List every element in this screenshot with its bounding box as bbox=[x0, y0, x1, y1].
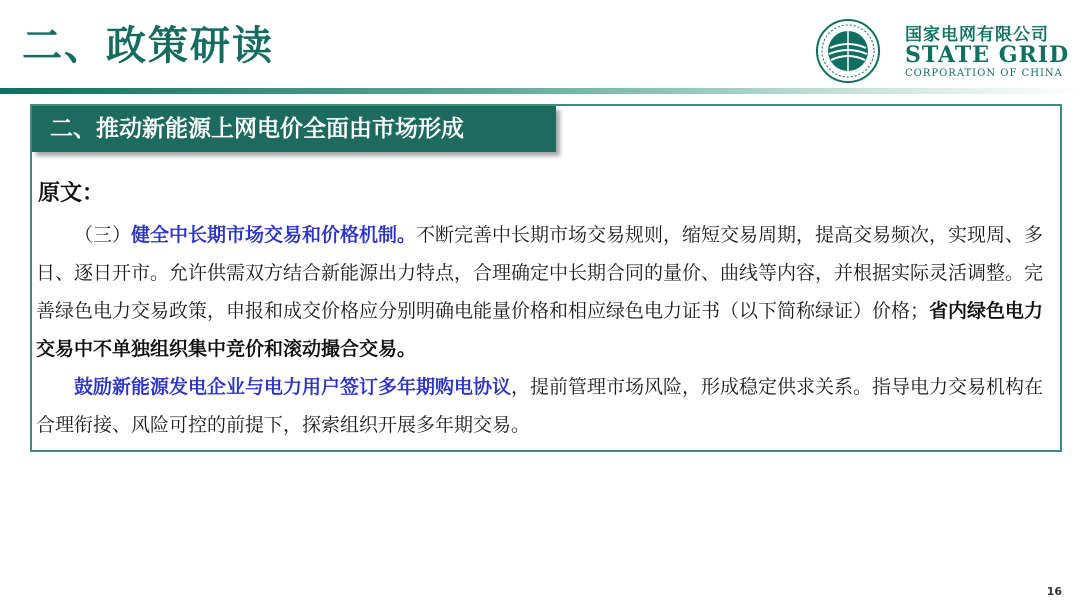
paragraph-2-text: ，提前管理市场风险，形成稳定供求关系。指导电力交易机构在合理衔接、风险可控的前提下，探索组织开展多年期交易。 bbox=[36, 376, 1044, 436]
policy-body-text bbox=[36, 216, 1052, 444]
paragraph-1 bbox=[36, 216, 1052, 368]
paragraph-1-prefix: （三） bbox=[74, 224, 132, 246]
page-number: 16 bbox=[1046, 585, 1062, 598]
logo-english-name: STATE GRID bbox=[905, 42, 1070, 68]
policy-content-box bbox=[30, 104, 1062, 452]
paragraph-1-highlight: 健全中长期市场交易和价格机制。 bbox=[131, 224, 417, 246]
paragraph-2-highlight: 鼓励新能源发电企业与电力用户签订多年期购电协议 bbox=[74, 376, 512, 398]
original-text-label: 原文： bbox=[38, 181, 105, 206]
paragraph-2 bbox=[36, 368, 1052, 444]
paragraph-1-text: 不断完善中长期市场交易规则，缩短交易周期，提高交易频次，实现周、多日、逐日开市。允许供需双方结合新能源出力特点，合理确定中长期合同的量价、曲线等内容，并根据实际灵活调整。完善绿色电力交易政策，申报和成交价格应分别明确电能量价格和相应绿色电力证书（以下简称绿证）价格； bbox=[36, 224, 1044, 322]
slide-title: 二、政策研读 bbox=[22, 23, 274, 69]
logo-corporation-text: CORPORATION OF CHINA bbox=[905, 68, 1063, 79]
header-divider bbox=[0, 88, 1080, 94]
paragraph-1-bold: 省内绿色电力交易中不单独组织集中竞价和滚动撮合交易。 bbox=[36, 300, 1044, 360]
state-grid-logo bbox=[815, 18, 1075, 82]
logo-chinese-name: 国家电网有限公司 bbox=[905, 25, 1049, 45]
section-banner: 二、推动新能源上网电价全面由市场形成 bbox=[32, 106, 556, 152]
state-grid-emblem-icon bbox=[815, 18, 881, 84]
